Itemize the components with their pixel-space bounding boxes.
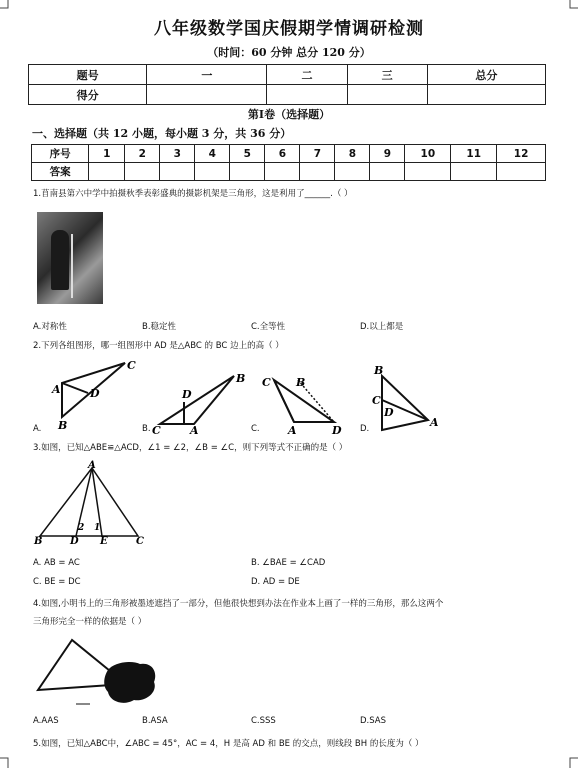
question-1-photo bbox=[37, 212, 103, 304]
answer-header-cell: 1 bbox=[89, 145, 125, 163]
page-subtitle: （时间：60 分钟 总分 120 分） bbox=[207, 46, 371, 59]
label-C: C bbox=[127, 359, 136, 372]
answer-blank-cell[interactable] bbox=[451, 163, 497, 181]
answer-header-cell: 8 bbox=[335, 145, 370, 163]
score-table bbox=[28, 64, 546, 105]
label-D: D bbox=[70, 536, 79, 546]
label-B: B bbox=[34, 536, 43, 546]
q4-figure-ink-blot bbox=[34, 632, 164, 708]
answer-blank-cell[interactable] bbox=[300, 163, 335, 181]
section-title: 第Ⅰ卷（选择题） bbox=[247, 108, 331, 121]
q2-option-b[interactable]: B. bbox=[142, 424, 151, 434]
score-blank-cell[interactable] bbox=[267, 85, 347, 105]
score-header-cell: 总分 bbox=[427, 65, 545, 85]
answer-blank-cell[interactable] bbox=[497, 163, 546, 181]
answer-blank-cell[interactable] bbox=[125, 163, 160, 181]
q2-figure-c bbox=[260, 372, 360, 438]
label-C: C bbox=[262, 376, 271, 389]
answer-blank-cell[interactable] bbox=[405, 163, 451, 181]
answer-header-cell: 10 bbox=[405, 145, 451, 163]
score-header-cell: 三 bbox=[347, 65, 427, 85]
answer-header-cell: 5 bbox=[230, 145, 265, 163]
q4-option-d[interactable]: D.SAS bbox=[360, 716, 387, 726]
q2-figure-a bbox=[40, 355, 140, 435]
label-B: B bbox=[236, 372, 246, 385]
label-D: D bbox=[182, 388, 192, 401]
answer-header-cell: 4 bbox=[195, 145, 230, 163]
q3-option-b[interactable]: B. ∠BAE = ∠CAD bbox=[251, 558, 326, 568]
q1-option-d[interactable]: D.以上都是 bbox=[360, 322, 404, 332]
label-A: A bbox=[190, 424, 199, 437]
label-C: C bbox=[372, 394, 381, 407]
q2-figure-b bbox=[150, 368, 260, 438]
answer-header-cell: 2 bbox=[125, 145, 160, 163]
answer-table bbox=[31, 144, 546, 181]
label-A: A bbox=[52, 383, 61, 396]
q4-option-b[interactable]: B.ASA bbox=[142, 716, 168, 726]
score-header-cell: 一 bbox=[147, 65, 267, 85]
answer-blank-cell[interactable] bbox=[89, 163, 125, 181]
part-one-heading: 一、选择题（共 12 小题，每小题 3 分，共 36 分） bbox=[32, 127, 292, 140]
answer-blank-cell[interactable] bbox=[160, 163, 195, 181]
q4-option-a[interactable]: A.AAS bbox=[33, 716, 59, 726]
angle-label-1: 1 bbox=[94, 523, 101, 533]
q2-option-d[interactable]: D. bbox=[360, 424, 370, 434]
score-header-cell: 二 bbox=[267, 65, 347, 85]
answer-row-label: 答案 bbox=[32, 163, 89, 181]
question-4-text-line2: 三角形完全一样的依据是（ ） bbox=[33, 617, 147, 627]
label-B: B bbox=[296, 376, 306, 389]
question-1-text: 1.苜南县第六中学中拍摄秋季表彰盛典的摄影机架是三角形，这是利用了______.（ ） bbox=[33, 189, 353, 199]
angle-label-2: 2 bbox=[78, 523, 85, 533]
label-D: D bbox=[90, 387, 100, 400]
page-title: 八年级数学国庆假期学情调研检测 bbox=[154, 19, 424, 39]
question-5-text: 5.如图，已知△ABC中，∠ABC = 45°，AC = 4，H 是高 AD 和 BE 的交点，则线段 BH 的长度为（ ） bbox=[33, 739, 424, 749]
question-4-text-line1: 4.如图,小明书上的三角形被墨迹遮挡了一部分，但他很快想到办法在作业本上画了一样的三角形，那么这两个 bbox=[33, 599, 444, 609]
label-C: C bbox=[136, 536, 144, 546]
answer-header-cell: 12 bbox=[497, 145, 546, 163]
q3-option-c[interactable]: C. BE = DC bbox=[33, 577, 81, 587]
answer-header-cell: 3 bbox=[160, 145, 195, 163]
q1-option-a[interactable]: A.对称性 bbox=[33, 322, 67, 332]
answer-blank-cell[interactable] bbox=[195, 163, 230, 181]
label-E: E bbox=[100, 536, 108, 546]
label-B: B bbox=[58, 419, 68, 432]
answer-header-cell: 9 bbox=[370, 145, 405, 163]
answer-header-cell: 序号 bbox=[32, 145, 89, 163]
label-D: D bbox=[332, 424, 342, 437]
answer-blank-cell[interactable] bbox=[265, 163, 300, 181]
label-A: A bbox=[430, 416, 439, 429]
question-3-text: 3.如图，已知△ABE≌△ACD，∠1 = ∠2，∠B = ∠C，则下列等式不正确的是（ ） bbox=[33, 443, 348, 453]
answer-header-cell: 6 bbox=[265, 145, 300, 163]
q2-option-a[interactable]: A. bbox=[33, 424, 42, 434]
label-A: A bbox=[288, 424, 297, 437]
score-blank-cell[interactable] bbox=[347, 85, 427, 105]
answer-header-cell: 11 bbox=[451, 145, 497, 163]
q2-figure-d bbox=[368, 360, 458, 438]
tripod-shape bbox=[71, 234, 101, 298]
label-B: B bbox=[374, 364, 384, 377]
answer-blank-cell[interactable] bbox=[370, 163, 405, 181]
score-blank-cell[interactable] bbox=[427, 85, 545, 105]
score-row-label: 得分 bbox=[29, 85, 147, 105]
q4-option-c[interactable]: C.SSS bbox=[251, 716, 276, 726]
answer-blank-cell[interactable] bbox=[335, 163, 370, 181]
q3-option-d[interactable]: D. AD = DE bbox=[251, 577, 300, 587]
label-C: C bbox=[152, 424, 161, 437]
answer-blank-cell[interactable] bbox=[230, 163, 265, 181]
photographer-figure bbox=[51, 230, 69, 290]
q3-option-a[interactable]: A. AB = AC bbox=[33, 558, 80, 568]
label-D: D bbox=[384, 406, 394, 419]
q2-option-c[interactable]: C. bbox=[251, 424, 260, 434]
label-A: A bbox=[88, 460, 96, 471]
q1-option-c[interactable]: C.全等性 bbox=[251, 322, 286, 332]
score-header-cell: 题号 bbox=[29, 65, 147, 85]
q3-figure bbox=[32, 458, 152, 546]
q1-option-b[interactable]: B.稳定性 bbox=[142, 322, 177, 332]
answer-header-cell: 7 bbox=[300, 145, 335, 163]
score-blank-cell[interactable] bbox=[147, 85, 267, 105]
question-2-text: 2.下列各组图形，哪一组图形中 AD 是△ABC 的 BC 边上的高（ ） bbox=[33, 341, 284, 351]
